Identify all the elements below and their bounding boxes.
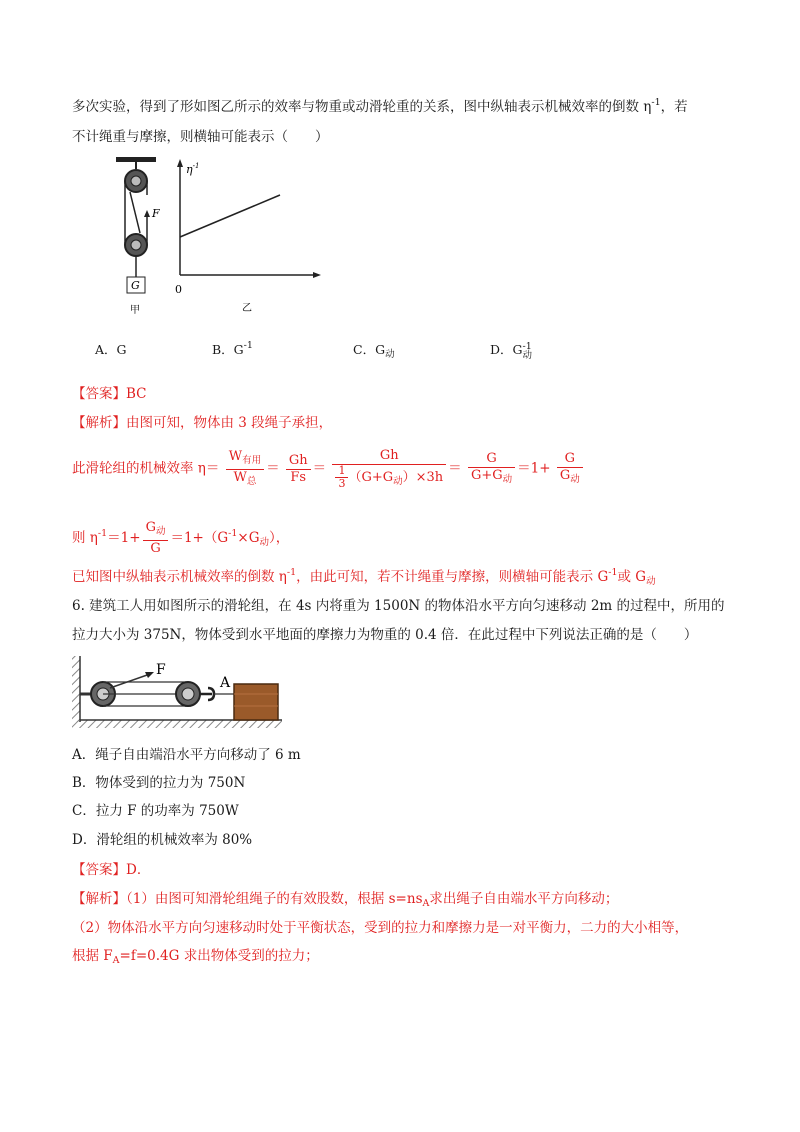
q5-option-d-sub: 动 xyxy=(522,349,533,361)
q5-stem-sup: -1 xyxy=(651,97,661,108)
weight-label: G xyxy=(131,279,140,292)
answer-value: BC xyxy=(126,386,147,402)
pull-rope xyxy=(110,674,150,688)
q6-option-b[interactable]: B．物体受到的拉力为 750N xyxy=(72,775,246,791)
analysis-tag: 【解析】 xyxy=(72,891,126,907)
fraction-gh-third: Gh $\frac{1}{3}$ $(G+G_动)\times 3h$ xyxy=(332,448,446,490)
q5-option-d[interactable] xyxy=(490,340,532,360)
efficiency-graph-yi xyxy=(172,155,322,320)
figure-caption-yi: 乙 xyxy=(242,303,252,314)
q5-option-d-g: G xyxy=(512,342,523,357)
q5-answer xyxy=(72,384,147,404)
q6-analysis-1: 【解析】（1）由图可知滑轮组绳子的有效股数，根据 $s=ns_A$求出绳子自由端水平方向移动； xyxy=(72,891,619,909)
point-a-label: A xyxy=(220,675,231,691)
origin-label: 0 xyxy=(175,283,182,296)
q6-option-a[interactable]: A．绳子自由端沿水平方向移动了 6 m xyxy=(72,747,301,763)
fraction-g-g-sum: $\frac{G}{G+G_动}$ xyxy=(468,451,515,488)
force-label: F xyxy=(152,207,160,220)
q6-stem-line2: 拉力大小为 375N，物体受到水平地面的摩擦力为物重的 0.4 倍．在此过程中下列说法正确的是（ ） xyxy=(72,627,698,643)
analysis-text: 由图可知，物体由 3 段绳子承担， xyxy=(126,415,333,431)
q5-option-b[interactable] xyxy=(212,340,253,358)
q6-option-d[interactable]: D．滑轮组的机械效率为 80% xyxy=(72,832,253,848)
data-line xyxy=(180,195,280,237)
q5-option-d-text: D． xyxy=(490,342,513,357)
q6-analysis-3: 根据 $F_A=f=0.4G$ 求出物体受到的拉力； xyxy=(72,948,319,966)
q6-stem-line1: 6. 建筑工人用如图所示的滑轮组，在 4s 内将重为 1500N 的物体沿水平方向匀速移动 2m 的过程中，所用的 xyxy=(72,598,725,614)
q6-option-c[interactable]: C．拉力 F 的功率为 750W xyxy=(72,803,239,819)
q6-answer xyxy=(72,860,150,880)
q5-stem-line1 xyxy=(72,93,688,117)
q5-inverse-equation: 则 $\eta^{-1}=1+$ $\frac{G_动}{G}$ $=1+(G^{-1}\times G_动)$， xyxy=(72,520,290,556)
fraction-gh-fs: $\frac{Gh}{Fs}$ xyxy=(286,453,311,486)
q5-option-c-sub: 动 xyxy=(385,349,395,360)
pulley-figure-jia xyxy=(110,155,170,320)
ceiling-bar xyxy=(116,157,156,162)
q5-option-d-sup: -1 xyxy=(522,340,532,352)
q5-efficiency-equation: 此滑轮组的机械效率 η＝ $\frac{W_{有用}}{W_总}$ ＝ $\frac{Gh}{Fs}$ ＝ Gh $\frac{1}{3}$ $(G+G_动)\times 3h$ ＝ $\frac{G}{G+G_动}$ ＝1+ $\frac{G}{G_动}$ xyxy=(72,448,585,490)
q6-analysis-2: （2）物体沿水平方向匀速移动时处于平衡状态，受到的拉力和摩擦力是一对平衡力，二力的大小相等， xyxy=(72,920,689,936)
horizontal-pulley-figure xyxy=(70,652,285,732)
q5-stem-tail: ，若 xyxy=(660,99,688,115)
hook xyxy=(200,688,214,700)
figure-caption-jia: 甲 xyxy=(130,305,140,316)
ground xyxy=(72,720,282,728)
force-arrow xyxy=(144,210,150,217)
q5-analysis-1 xyxy=(72,413,332,433)
answer-value: D． xyxy=(126,862,151,878)
q5-analysis-conclusion: 已知图中纵轴表示机械效率的倒数 $\eta^{-1}$，由此可知，若不计绳重与摩擦，则横轴可能表示 $G^{-1}$或 $G_动$ xyxy=(72,567,656,587)
q5-option-c[interactable] xyxy=(353,340,395,360)
q5-stem-text: 多次实验，得到了形如图乙所示的效率与物重或动滑轮重的关系，图中纵轴表示机械效率的倒数 η xyxy=(72,99,652,115)
fraction-w: $\frac{W_{有用}}{W_总}$ xyxy=(226,449,264,490)
answer-tag: 【答案】 xyxy=(72,386,126,402)
fraction-gdong-g: $\frac{G_动}{G}$ xyxy=(143,520,169,557)
analysis-tag: 【解析】 xyxy=(72,415,126,431)
pull-force-label: F xyxy=(156,662,166,678)
wooden-block xyxy=(234,684,278,720)
q5-option-a[interactable]: A．G xyxy=(95,342,127,357)
q5-stem-line2: 不计绳重与摩擦，则横轴可能表示（ ） xyxy=(72,129,329,145)
equation-prefix: 此滑轮组的机械效率 η＝ xyxy=(72,460,220,477)
wall xyxy=(72,656,80,722)
fraction-g-gdong: $\frac{G}{G_动}$ xyxy=(557,451,583,488)
q5-option-b-sup: -1 xyxy=(243,340,253,351)
q5-option-c-text: C．G xyxy=(353,342,386,357)
y-axis-label: $\eta^{-1}$ xyxy=(186,162,200,176)
answer-tag: 【答案】 xyxy=(72,862,126,878)
q5-option-b-text: B．G xyxy=(212,342,244,357)
